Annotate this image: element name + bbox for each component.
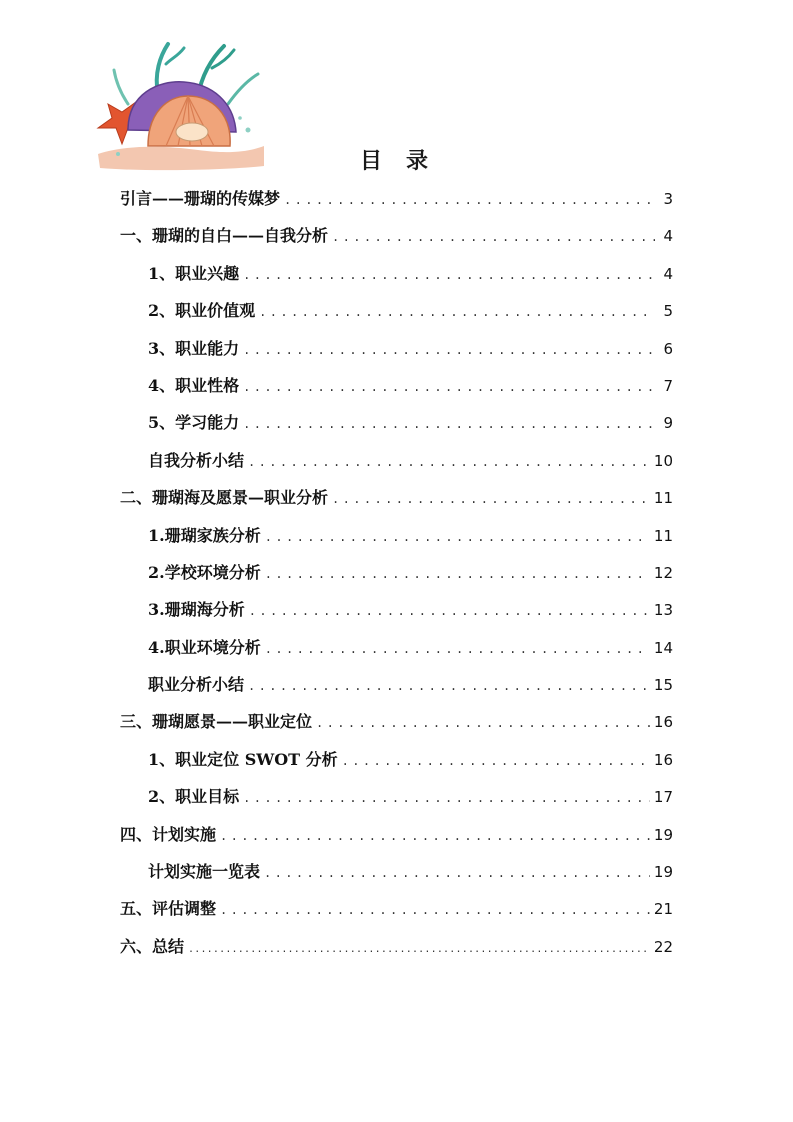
toc-dot-leader bbox=[342, 754, 650, 768]
toc-entry[interactable] bbox=[120, 560, 673, 597]
toc-entry-page: 17 bbox=[653, 788, 673, 807]
toc-dot-leader bbox=[265, 530, 650, 544]
toc-entry[interactable] bbox=[120, 635, 673, 672]
toc-dot-leader bbox=[248, 679, 650, 693]
toc-entry-label: 2、职业目标 bbox=[148, 787, 240, 807]
toc-dot-leader bbox=[188, 944, 650, 955]
toc-entry-page: 11 bbox=[653, 526, 673, 545]
toc-entry[interactable] bbox=[120, 223, 673, 260]
toc-entry-label: 职业分析小结 bbox=[148, 675, 245, 695]
toc-dot-leader bbox=[243, 791, 650, 805]
coral-shell-illustration bbox=[88, 34, 266, 174]
toc-entry-label: 2.学校环境分析 bbox=[148, 562, 261, 582]
toc-entry-label: 3.珊瑚海分析 bbox=[148, 600, 245, 620]
toc-entry-label: 自我分析小结 bbox=[148, 450, 245, 470]
toc-entry[interactable] bbox=[120, 523, 673, 560]
toc-entry[interactable] bbox=[120, 298, 673, 335]
toc-dot-leader bbox=[332, 230, 655, 244]
toc-entry-label: 4.职业环境分析 bbox=[148, 637, 261, 657]
toc-entry-page: 16 bbox=[653, 750, 673, 769]
toc-entry-label: 五、评估调整 bbox=[120, 899, 217, 919]
toc-entry[interactable] bbox=[120, 410, 673, 447]
title-char-2: 录 bbox=[406, 149, 429, 174]
toc-entry[interactable] bbox=[120, 934, 673, 971]
toc-entry-page: 22 bbox=[653, 937, 673, 956]
toc-entry-page: 10 bbox=[653, 451, 673, 470]
table-of-contents bbox=[120, 186, 673, 971]
toc-dot-leader bbox=[264, 866, 650, 880]
toc-dot-leader bbox=[265, 567, 650, 581]
toc-entry-label: 5、学习能力 bbox=[148, 413, 240, 433]
toc-dot-leader bbox=[220, 829, 650, 843]
toc-entry[interactable] bbox=[120, 859, 673, 896]
toc-entry[interactable] bbox=[120, 373, 673, 410]
toc-entry-page: 15 bbox=[653, 676, 673, 695]
toc-entry-page: 16 bbox=[653, 713, 673, 732]
toc-entry[interactable] bbox=[120, 336, 673, 373]
small-shell-icon bbox=[176, 123, 208, 141]
toc-entry[interactable] bbox=[120, 709, 673, 746]
toc-entry-page: 4 bbox=[663, 227, 673, 246]
toc-dot-leader bbox=[243, 380, 655, 394]
toc-entry[interactable] bbox=[120, 597, 673, 634]
toc-entry-page: 7 bbox=[663, 376, 673, 395]
toc-entry-label: 二、珊瑚海及愿景—职业分析 bbox=[120, 488, 329, 508]
toc-entry-label: 六、总结 bbox=[120, 936, 185, 956]
toc-dot-leader bbox=[316, 716, 650, 730]
toc-dot-leader bbox=[259, 305, 655, 319]
sand-base bbox=[98, 146, 264, 170]
toc-entry-page: 21 bbox=[653, 900, 673, 919]
toc-entry-label: 1、职业定位 SWOT 分析 bbox=[148, 749, 338, 769]
toc-entry-label: 计划实施一览表 bbox=[148, 862, 261, 882]
toc-entry[interactable] bbox=[120, 822, 673, 859]
toc-entry[interactable] bbox=[120, 747, 673, 784]
toc-entry-label: 引言——珊瑚的传媒梦 bbox=[120, 189, 281, 208]
toc-entry-page: 5 bbox=[663, 302, 673, 321]
toc-entry[interactable] bbox=[120, 186, 673, 223]
toc-entry-label: 1、职业兴趣 bbox=[148, 263, 240, 283]
toc-entry-label: 4、职业性格 bbox=[148, 375, 240, 395]
page-title bbox=[360, 144, 428, 175]
toc-entry-page: 3 bbox=[663, 190, 673, 208]
toc-dot-leader bbox=[249, 604, 650, 618]
toc-dot-leader bbox=[220, 903, 650, 917]
toc-entry-page: 9 bbox=[663, 414, 673, 433]
toc-entry-page: 6 bbox=[663, 339, 673, 358]
toc-entry[interactable] bbox=[120, 448, 673, 485]
toc-entry-label: 四、计划实施 bbox=[120, 824, 217, 844]
toc-entry-label: 一、珊瑚的自白——自我分析 bbox=[120, 226, 329, 246]
toc-entry-label: 3、职业能力 bbox=[148, 338, 240, 358]
toc-entry[interactable] bbox=[120, 896, 673, 933]
toc-dot-leader bbox=[332, 492, 650, 506]
toc-dot-leader bbox=[243, 343, 655, 357]
toc-entry[interactable] bbox=[120, 672, 673, 709]
title-char-1: 目 bbox=[360, 149, 383, 174]
toc-entry-label: 1.珊瑚家族分析 bbox=[148, 525, 261, 545]
toc-dot-leader bbox=[248, 455, 650, 469]
toc-entry-page: 4 bbox=[663, 264, 673, 283]
toc-entry-label: 三、珊瑚愿景——职业定位 bbox=[120, 712, 313, 732]
toc-dot-leader bbox=[243, 268, 655, 282]
toc-entry[interactable] bbox=[120, 261, 673, 298]
toc-entry-page: 13 bbox=[653, 601, 673, 620]
toc-dot-leader bbox=[265, 642, 650, 656]
toc-dot-leader bbox=[243, 417, 655, 431]
toc-dot-leader bbox=[284, 193, 655, 207]
toc-entry[interactable] bbox=[120, 485, 673, 522]
toc-entry-page: 19 bbox=[653, 825, 673, 844]
toc-entry-page: 19 bbox=[653, 863, 673, 882]
toc-entry-page: 11 bbox=[653, 489, 673, 508]
toc-entry-page: 14 bbox=[653, 638, 673, 657]
toc-entry-page: 12 bbox=[653, 563, 673, 582]
toc-entry-label: 2、职业价值观 bbox=[148, 301, 256, 321]
toc-entry[interactable] bbox=[120, 784, 673, 821]
